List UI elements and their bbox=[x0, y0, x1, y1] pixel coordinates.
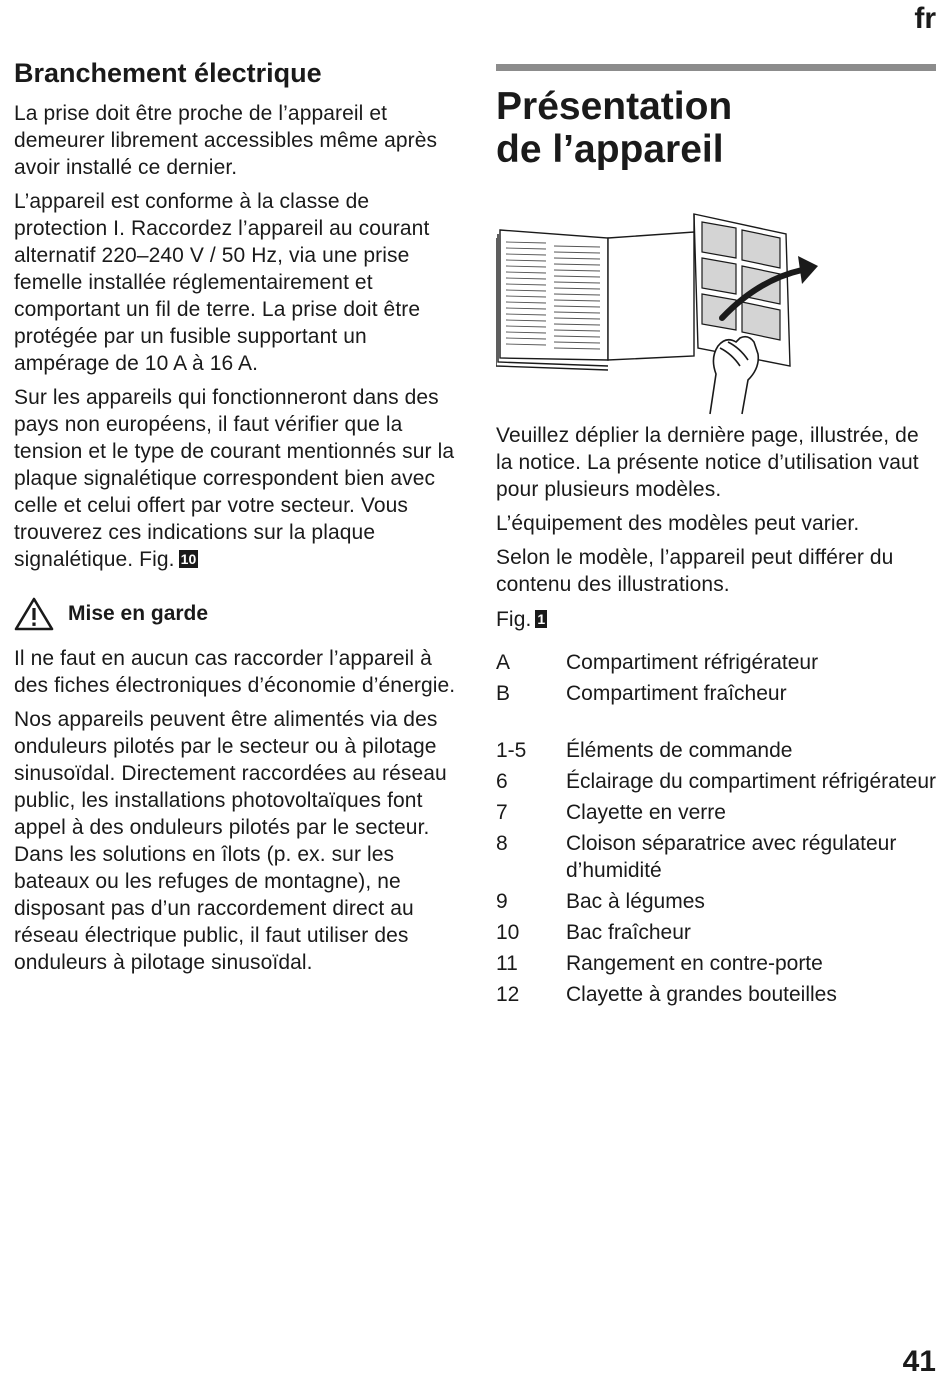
legend-item bbox=[496, 799, 941, 826]
paragraph-energy-saving-plugs: Il ne faut en aucun cas raccorder l’appareil à des fiches électroniques d’économie d’énergie. bbox=[14, 647, 456, 697]
page-number: 41 bbox=[902, 1345, 936, 1378]
legend-key: 12 bbox=[496, 983, 520, 1006]
warning-heading bbox=[14, 597, 464, 631]
paragraph-inverters: Nos appareils peuvent être alimentés via des onduleurs pilotés par le secteur ou à pilotage sinusoïdal. Directement raccordées au réseau public, les installations photovoltaïques font appel à des onduleurs pilotés par le secteur. Dans les solutions en îlots (p. ex. sur les bateaux ou les refuges de montagne), ne disposant pas d’un raccordement direct au réseau électrique public, il faut utiliser des onduleurs à pilotage sinusoïdal. bbox=[14, 708, 447, 974]
paragraph-non-european bbox=[14, 384, 464, 573]
legend-value: Bac à légumes bbox=[566, 890, 705, 913]
figure-line bbox=[496, 606, 941, 633]
right-column-header bbox=[496, 64, 936, 171]
title-line-2: de l’appareil bbox=[496, 128, 724, 171]
paragraph-socket: La prise doit être proche de l’appareil et demeurer librement accessibles même après avoir installé ce dernier. bbox=[14, 102, 438, 179]
legend-key: 9 bbox=[496, 890, 508, 913]
legend-value: Éléments de commande bbox=[566, 739, 793, 762]
legend-item bbox=[496, 950, 941, 977]
legend-value: Cloison séparatrice avec régulateur d’humidité bbox=[566, 832, 897, 882]
legend-key: 6 bbox=[496, 770, 508, 793]
legend-key: 1-5 bbox=[496, 739, 527, 762]
legend-value: Éclairage du compartiment réfrigérateur bbox=[566, 770, 937, 793]
unfold-booklet-illustration bbox=[496, 208, 826, 418]
paragraph-model-differs: Selon le modèle, l’appareil peut différer du contenu des illustrations. bbox=[496, 546, 894, 596]
left-column bbox=[14, 56, 464, 983]
legend-value: Compartiment réfrigérateur bbox=[566, 651, 819, 674]
legend-item bbox=[496, 888, 941, 915]
legend-value: Bac fraîcheur bbox=[566, 921, 691, 944]
figure-number-badge: 1 bbox=[537, 611, 546, 627]
section-rule bbox=[496, 64, 936, 71]
legend-value: Clayette à grandes bouteilles bbox=[566, 983, 837, 1006]
warning-triangle-icon bbox=[14, 597, 54, 631]
section-title-electrical: Branchement électrique bbox=[14, 58, 322, 88]
legend-key: B bbox=[496, 682, 511, 705]
paragraph-non-european-text: Sur les appareils qui fonctionneront dans des pays non européens, il faut vérifier que la tension et le type de courant mentionnés sur la plaque signalétique correspondent bien avec celle et celui offert par votre secteur. Vous trouverez ces indications sur la plaque signalétique. Fig. bbox=[14, 386, 455, 571]
paragraph-protection-class: L’appareil est conforme à la classe de protection I. Raccordez l’appareil au courant alternatif 220–240 V / 50 Hz, via une prise femelle installée réglementairement et comportant un fil de terre. La prise doit être protégée par un fusible supportant un ampérage de 10 A à 16 A. bbox=[14, 190, 430, 375]
legend-key: 8 bbox=[496, 832, 508, 855]
legend-item bbox=[496, 649, 941, 676]
paragraph-equipment-varies: L’équipement des modèles peut varier. bbox=[496, 512, 860, 535]
legend-value: Rangement en contre-porte bbox=[566, 952, 823, 975]
legend-item bbox=[496, 737, 941, 764]
legend-item bbox=[496, 919, 941, 946]
legend-key: A bbox=[496, 651, 511, 674]
section-title-presentation bbox=[496, 85, 936, 171]
figure-label: Fig. bbox=[496, 608, 532, 631]
legend-item bbox=[496, 830, 941, 884]
legend-item bbox=[496, 981, 941, 1008]
legend-value: Compartiment fraîcheur bbox=[566, 682, 787, 705]
legend-value: Clayette en verre bbox=[566, 801, 726, 824]
legend-key: 7 bbox=[496, 801, 508, 824]
legend-item bbox=[496, 680, 941, 707]
paragraph-unfold-page: Veuillez déplier la dernière page, illustrée, de la notice. La présente notice d’utilisation vaut pour plusieurs modèles. bbox=[496, 424, 919, 501]
language-label: fr bbox=[914, 2, 936, 35]
legend-key: 11 bbox=[496, 952, 518, 975]
title-line-1: Présentation bbox=[496, 85, 733, 128]
right-column-text bbox=[496, 422, 941, 1012]
legend-item bbox=[496, 768, 941, 795]
warning-title: Mise en garde bbox=[68, 602, 209, 625]
figure-reference-badge: 10 bbox=[180, 551, 197, 567]
component-legend bbox=[496, 649, 941, 1008]
legend-key: 10 bbox=[496, 921, 520, 944]
